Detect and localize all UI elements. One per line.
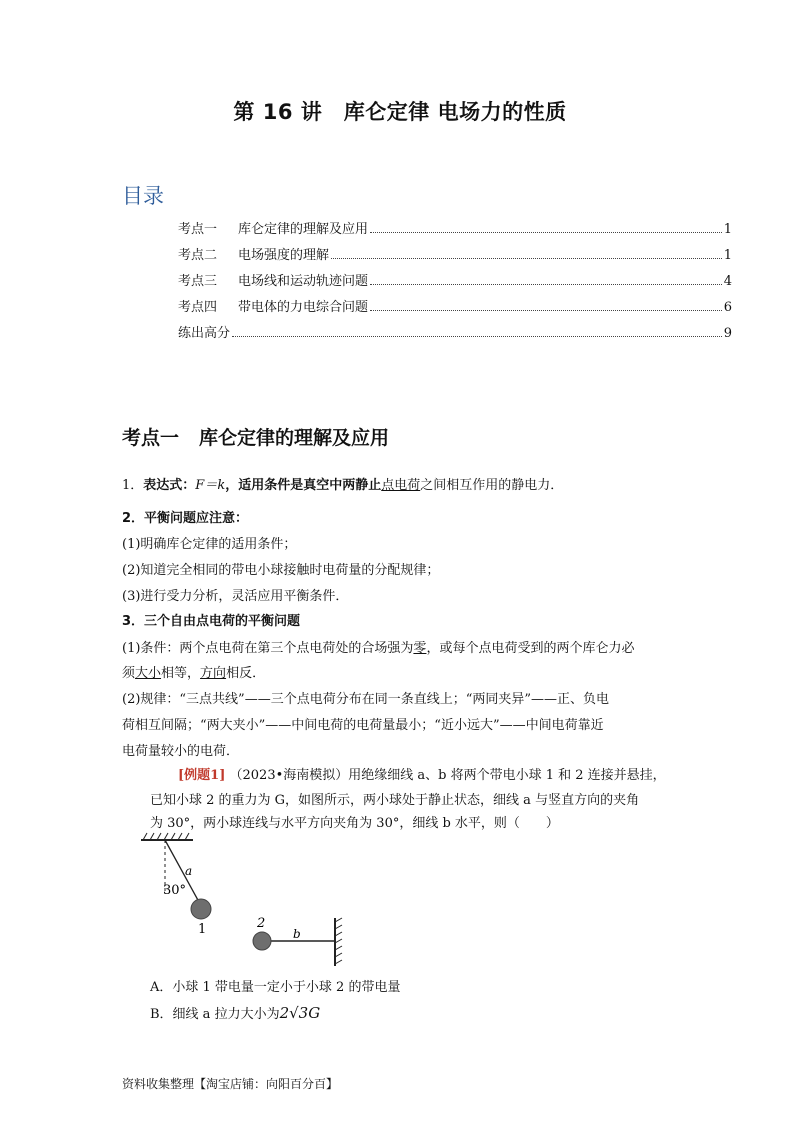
string-b-label: b [293, 927, 301, 941]
toc-item-page: 6 [723, 300, 732, 315]
paragraph-1 [122, 474, 563, 493]
p1-formula: F＝k [195, 478, 226, 493]
p1-condition: ，适用条件是真空中两静止 [225, 478, 382, 493]
ball-1 [191, 899, 211, 919]
paragraph-2c: (3)进行受力分析，灵活应用平衡条件． [122, 589, 349, 604]
toc-dot-leader [370, 231, 722, 233]
example-line1 [178, 764, 666, 783]
toc-dot-leader [370, 309, 722, 311]
ball-2-label: 2 [257, 916, 266, 931]
ball-2 [253, 932, 271, 950]
paragraph-3b-line2: 荷相互间隔；“两大夹小”——中间电荷的电荷量最小；“近小远大”——中间电荷靠近 [122, 718, 604, 733]
option-a[interactable]: A．小球 1 带电量一定小于小球 2 的带电量 [150, 980, 401, 995]
p1-term: 点电荷 [381, 478, 421, 493]
option-b-text: B．细线 a 拉力大小为 [150, 1007, 280, 1022]
section-heading [122, 423, 389, 450]
paragraph-3a-line2 [122, 662, 265, 681]
option-b-math: 2√3G [279, 1004, 321, 1022]
section-title: 库仑定律的理解及应用 [199, 427, 390, 449]
toc-heading: 目录 [122, 184, 164, 208]
ball-1-label: 1 [198, 922, 207, 937]
toc-item-text: 带电体的力电综合问题 [238, 300, 369, 315]
toc-item-key: 考点三 [178, 274, 218, 289]
toc-item-text: 练出高分 [178, 326, 231, 341]
toc-item-key: 考点四 [178, 300, 218, 315]
p3a-size: 大小 [135, 666, 162, 681]
p1-number: 1． [122, 478, 144, 493]
paragraph-2a: (1)明确库仑定律的适用条件； [122, 537, 297, 552]
p3a-text4: 相等， [161, 666, 201, 681]
p3a-zero: 零 [413, 641, 427, 656]
paragraph-3b-line1: (2)规律：“三点共线”——三个点电荷分布在同一条直线上；“两同夹异”——正、负电 [122, 692, 609, 707]
p3a-text2: ，或每个点电荷受到的两个库仑力必 [426, 641, 635, 656]
string-a-label: a [185, 864, 193, 878]
example-line3: 为 30°，两小球连线与水平方向夹角为 30°，细线 b 水平，则（ ） [150, 816, 559, 831]
paragraph-3b-line3: 电荷量较小的电荷． [122, 744, 240, 759]
paragraph-3-heading: 3．三个自由点电荷的平衡问题 [122, 614, 301, 629]
toc-dot-leader [370, 283, 722, 285]
paragraph-2-heading: 2．平衡问题应注意： [122, 511, 249, 526]
p1-label: 表达式： [143, 478, 196, 493]
toc-item[interactable] [178, 244, 732, 262]
p3a-direction: 方向 [200, 666, 227, 681]
toc-item-text: 电场强度的理解 [238, 248, 330, 263]
example-line2: 已知小球 2 的重力为 G，如图所示，两小球处于静止状态，细线 a 与竖直方向的夹角 [150, 793, 640, 808]
ceiling [141, 833, 193, 840]
toc-item[interactable] [178, 296, 732, 314]
angle-label: 30° [163, 883, 187, 898]
toc-dot-leader [331, 257, 722, 259]
toc-item-page: 9 [723, 326, 732, 341]
toc-item-page: 1 [723, 222, 732, 237]
toc-item-key: 考点一 [178, 222, 218, 237]
wall [335, 918, 342, 966]
table-of-contents [178, 218, 732, 348]
toc-item-text: 库仑定律的理解及应用 [238, 222, 369, 237]
p3a-text5: 相反． [226, 666, 266, 681]
toc-item[interactable] [178, 322, 732, 340]
section-key: 考点一 [122, 427, 180, 449]
p1-end: 之间相互作用的静电力． [420, 478, 564, 493]
example-text1: （2023•海南模拟）用绝缘细线 a、b 将两个带电小球 1 和 2 连接并悬挂， [229, 768, 666, 783]
paragraph-3a-line1 [122, 637, 634, 656]
p3a-text3: 须 [122, 666, 136, 681]
paragraph-2b: (2)知道完全相同的带电小球接触时电荷量的分配规律； [122, 563, 440, 578]
p3a-text1: (1)条件：两个点电荷在第三个点电荷处的合场强为 [122, 641, 414, 656]
option-b[interactable] [150, 1003, 320, 1022]
page-footer: 资料收集整理【淘宝店铺：向阳百分百】 [122, 1077, 339, 1091]
example-tag: [例题1] [178, 768, 226, 783]
toc-item-page: 1 [723, 248, 732, 263]
toc-item[interactable] [178, 218, 732, 236]
toc-item-page: 4 [723, 274, 732, 289]
physics-figure [135, 832, 355, 972]
toc-item-key: 考点二 [178, 248, 218, 263]
toc-item-text: 电场线和运动轨迹问题 [238, 274, 369, 289]
page-title: 第 16 讲 库仑定律 电场力的性质 [233, 100, 567, 124]
toc-dot-leader [232, 335, 722, 337]
toc-item[interactable] [178, 270, 732, 288]
